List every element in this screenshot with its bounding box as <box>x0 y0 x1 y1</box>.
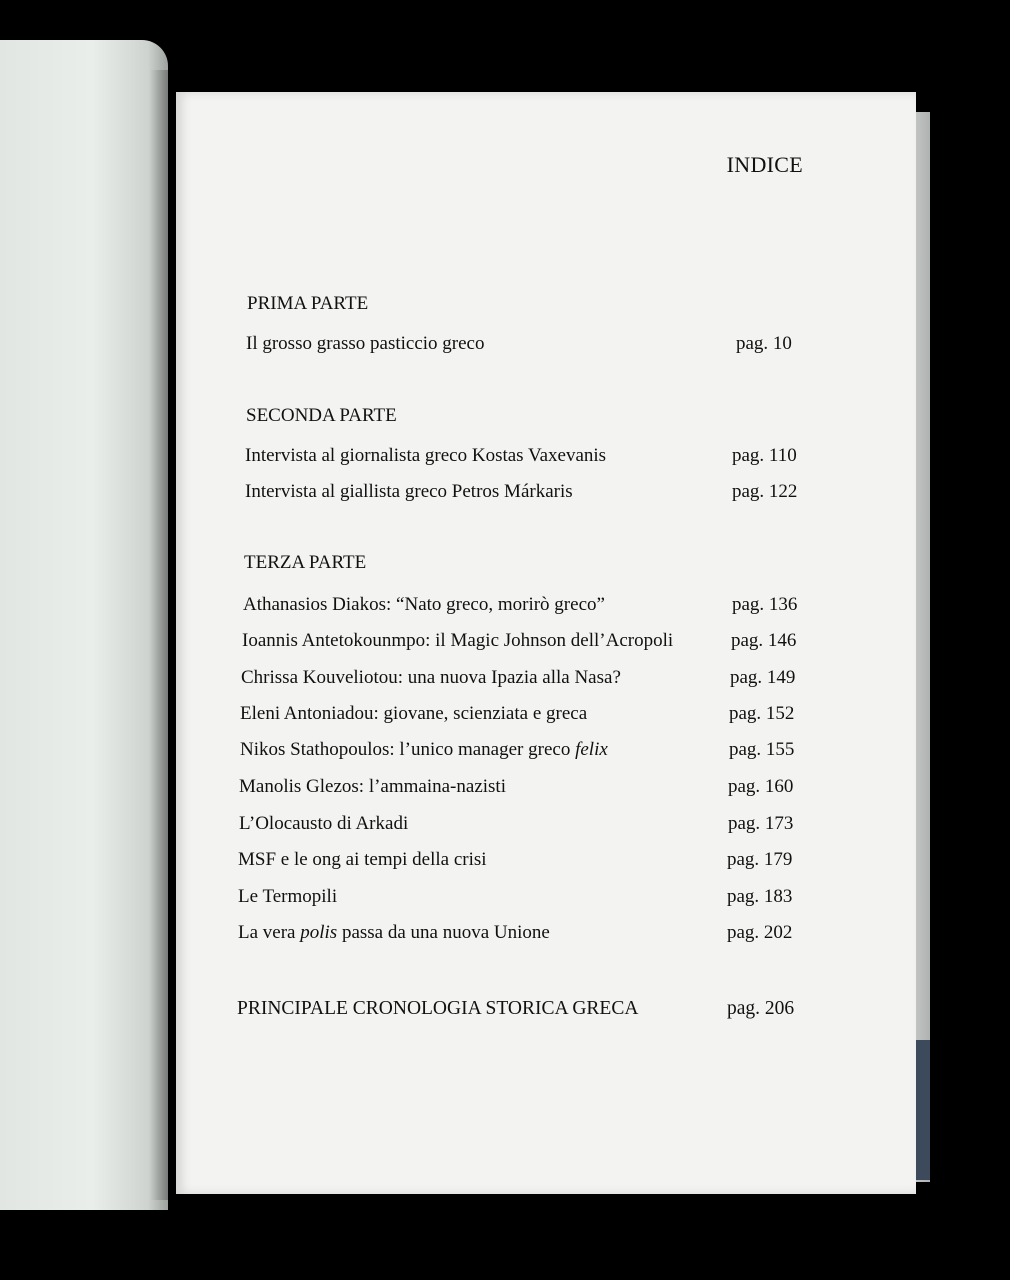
toc-entry-title: Ioannis Antetokounmpo: il Magic Johnson dell’Acropoli <box>242 630 674 651</box>
toc-entry <box>245 445 805 471</box>
toc-entry <box>239 813 801 839</box>
toc-entry-page: pag. 183 <box>727 886 793 907</box>
toc-entry <box>242 630 804 656</box>
right-page <box>176 92 916 1194</box>
toc-entry <box>239 776 801 802</box>
toc-entry-title: L’Olocausto di Arkadi <box>239 813 409 834</box>
toc-entry-page: pag. 136 <box>732 594 798 615</box>
toc-entry-page: pag. 179 <box>727 849 793 870</box>
toc-entry <box>238 849 800 875</box>
toc-entry-title-part: passa da una nuova Unione <box>337 922 550 943</box>
toc-entry-page: pag. 155 <box>729 739 795 760</box>
toc-entry <box>243 594 805 620</box>
toc-entry-title-part: La vera <box>238 922 301 943</box>
toc-entry-title: Intervista al giallista greco Petros Márkaris <box>245 481 573 502</box>
page-title: INDICE <box>726 152 803 177</box>
toc-entry-page: pag. 146 <box>731 630 797 651</box>
toc-entry <box>240 739 802 765</box>
toc-entry-title: Athanasios Diakos: “Nato greco, morirò greco” <box>243 594 605 615</box>
toc-entry-chronology <box>237 998 799 1024</box>
toc-entry-title: Intervista al giornalista greco Kostas Vaxevanis <box>245 445 607 466</box>
toc-entry-page: pag. 10 <box>736 333 792 354</box>
toc-entry-title: MSF e le ong ai tempi della crisi <box>238 849 487 870</box>
toc-entry <box>238 922 800 948</box>
toc-entry-page: pag. 152 <box>729 703 795 724</box>
toc-entry-page: pag. 206 <box>727 998 795 1019</box>
toc-entry-title: Il grosso grasso pasticcio greco <box>246 333 485 354</box>
toc-entry <box>245 481 805 507</box>
toc-entry-title: Manolis Glezos: l’ammaina-nazisti <box>239 776 506 797</box>
toc-entry-title-italic: felix <box>575 739 608 760</box>
section-heading-terza: TERZA PARTE <box>244 552 367 573</box>
toc-entry-title: Chrissa Kouveliotou: una nuova Ipazia alla Nasa? <box>241 667 621 688</box>
section-heading-prima: PRIMA PARTE <box>247 293 369 314</box>
toc-entry-title-part: Nikos Stathopoulos: l’unico manager greco <box>240 739 576 760</box>
book-gutter-shadow <box>150 70 176 1200</box>
toc-entry-page: pag. 202 <box>727 922 793 943</box>
toc-entry-title-italic: polis <box>300 922 338 943</box>
toc-entry-page: pag. 122 <box>732 481 798 502</box>
toc-entry <box>238 886 800 912</box>
toc-entry-page: pag. 110 <box>732 445 797 466</box>
toc-entry-page: pag. 160 <box>728 776 794 797</box>
toc-entry <box>246 333 798 359</box>
toc-entry-title: Eleni Antoniadou: giovane, scienziata e greca <box>240 703 588 724</box>
toc-entry-title: Le Termopili <box>238 886 338 907</box>
section-heading-seconda: SECONDA PARTE <box>246 405 397 426</box>
toc-entry-title <box>238 922 550 944</box>
toc-entry <box>241 667 803 693</box>
toc-entry <box>240 703 802 729</box>
left-page <box>0 40 168 1210</box>
toc-entry-title <box>240 739 608 761</box>
toc-entry-page: pag. 173 <box>728 813 794 834</box>
toc-entry-title: PRINCIPALE CRONOLOGIA STORICA GRECA <box>237 998 639 1019</box>
toc-entry-page: pag. 149 <box>730 667 796 688</box>
